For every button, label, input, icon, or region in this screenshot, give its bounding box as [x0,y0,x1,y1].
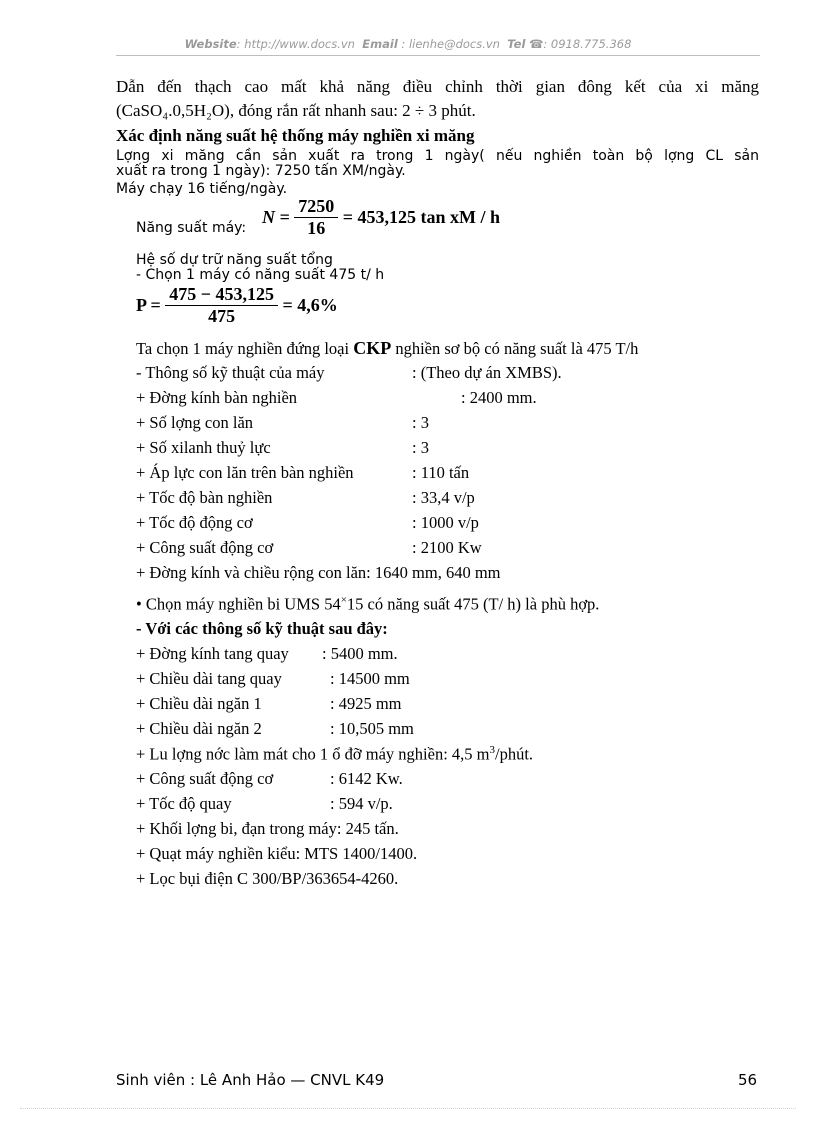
reserve-line-1: Hệ số dự trữ năng suất tổng [136,252,333,268]
ckp-spec-value: : 3 [412,413,429,432]
ckp-spec-label: + Số xilanh thuỷ lực [136,438,271,457]
ckp-spec-row [136,438,676,458]
ckp-spec-label: + Đờng kính bàn nghiền [136,388,298,407]
ckp-spec-value: : 2100 Kw [412,538,482,557]
ckp-spec-label: + Tốc độ bàn nghiền [136,488,273,507]
ckp-spec-label: - Thông số kỹ thuật của máy [136,363,325,382]
ckp-spec-label: + Áp lực con lăn trên bàn nghiền [136,463,354,482]
ckp-spec-value: : (Theo dự án XMBS). [412,363,562,382]
ums-title: - Với các thông số kỹ thuật sau đây: [136,619,388,638]
ckp-model: CKP [353,338,392,358]
formula-n-numerator: 7250 [294,196,338,218]
ums-spec-label: + Chiều dài ngăn 2 [136,719,262,738]
bullet-icon: • [136,594,142,614]
ums-spec-row [136,644,676,664]
footer-page-number: 56 [738,1071,758,1089]
ckp-spec-row [136,538,676,558]
formula-n [262,196,500,239]
ckp-spec-value: : 2400 mm. [461,388,537,407]
page-header [0,37,816,51]
bottom-dotted-rule [20,1108,796,1109]
phone-icon: ☎ [529,37,544,51]
ums-spec2-value: : 6142 Kw. [330,769,403,788]
times-symbol: × [340,594,347,606]
ums-spec2-row [136,794,676,814]
tail-line: + Khối lợng bi, đạn trong máy: 245 tấn. [136,819,399,838]
formula-p-numerator: 475 − 453,125 [165,284,278,306]
ckp-spec-value: : 1000 v/p [412,513,479,532]
intro-line-1: Dẫn đến thạch cao mất khả năng điều chỉnh thời gian đông kết của xi măng [116,77,759,96]
cooling-line: + Lu lợng nớc làm mát cho 1 ổ đỡ máy nghiền: 4,5 $m^3$/phút. [136,744,534,764]
intro-line-2: (CaSO₄.0,5H₂O), đóng rắn rất nhanh sau: 2 ÷ 3 phút. [116,101,476,120]
formula-n-lhs: N = [262,207,290,227]
requirement-line-1: Lợng xi măng cần sản xuất ra trong 1 ngày( nếu nghiền toàn bộ lợng CL sản [116,148,759,164]
tel-value: : 0918.775.368 [543,37,632,51]
formula-p-fraction [165,284,278,327]
ums-spec-value: : 14500 mm [330,669,410,688]
roller-line: + Đờng kính và chiều rộng con lăn: 1640 mm, 640 mm [136,563,501,582]
ums-spec-row [136,694,676,714]
formula-n-label: Năng suất máy: [136,220,247,236]
formula-p-lhs: P = [136,295,161,315]
ums-spec2-label: + Công suất động cơ [136,769,274,788]
ckp-spec-row [136,488,676,508]
ckp-spec-label: + Công suất động cơ [136,538,274,557]
email-value[interactable]: : lienhe@docs.vn [401,37,500,51]
ckp-spec-value: : 3 [412,438,429,457]
ums-spec-label: + Đờng kính tang quay [136,644,289,663]
ums-spec2-value: : 594 v/p. [330,794,393,813]
formula-n-denominator: 16 [307,218,326,238]
requirement-line-3: Máy chạy 16 tiếng/ngày. [116,181,288,197]
ums-spec-row [136,669,676,689]
ckp-spec-value: : 110 tấn [412,463,470,482]
tel-label: Tel [507,37,526,51]
reserve-line-2: - Chọn 1 máy có năng suất 475 t/ h [136,267,385,283]
website-label: Website [184,37,237,51]
ums-choice: • Chọn máy nghiền bi UMS 54×15 có năng suất 475 (T/ h) là phù hợp. [136,594,600,614]
tail-line: + Lọc bụi điện C 300/BP/363654-4260. [136,869,399,888]
formula-p-denominator: 475 [208,306,236,326]
ckp-choice: Ta chọn 1 máy nghiền đứng loại CKP nghiền sơ bộ có năng suất là 475 T/h [136,338,639,358]
ckp-spec-row [136,413,676,433]
formula-p [136,284,338,327]
ckp-spec-label: + Số lợng con lăn [136,413,254,432]
formula-n-fraction [294,196,338,239]
tail-line: + Quạt máy nghiền kiểu: MTS 1400/1400. [136,844,418,863]
requirement-line-2: xuất ra trong 1 ngày): 7250 tấn XM/ngày. [116,163,406,179]
formula-p-rhs: = 4,6% [282,295,338,315]
ums-spec-label: + Chiều dài tang quay [136,669,282,688]
ums-spec-value: : 5400 mm. [322,644,398,663]
section-title: Xác định năng suất hệ thống máy nghiền xi măng [116,126,475,145]
ums-spec-value: : 4925 mm [330,694,402,713]
ckp-spec-label: + Tốc độ động cơ [136,513,253,532]
ums-spec-label: + Chiều dài ngăn 1 [136,694,262,713]
ums-spec-value: : 10,505 mm [330,719,414,738]
formula-n-rhs: = 453,125 tan xM / h [342,207,501,227]
ckp-spec-row [136,463,676,483]
website-value[interactable]: : http://www.docs.vn [236,37,355,51]
header-rule [116,55,760,56]
ums-spec2-row [136,769,676,789]
ums-spec-row [136,719,676,739]
ckp-spec-row [136,363,676,383]
footer-student: Sinh viên : Lê Anh Hảo — CNVL K49 [116,1071,385,1089]
ckp-spec-row [136,513,676,533]
ckp-spec-row [136,388,676,408]
email-label: Email [362,37,398,51]
ckp-spec-value: : 33,4 v/p [412,488,475,507]
ums-spec2-label: + Tốc độ quay [136,794,232,813]
